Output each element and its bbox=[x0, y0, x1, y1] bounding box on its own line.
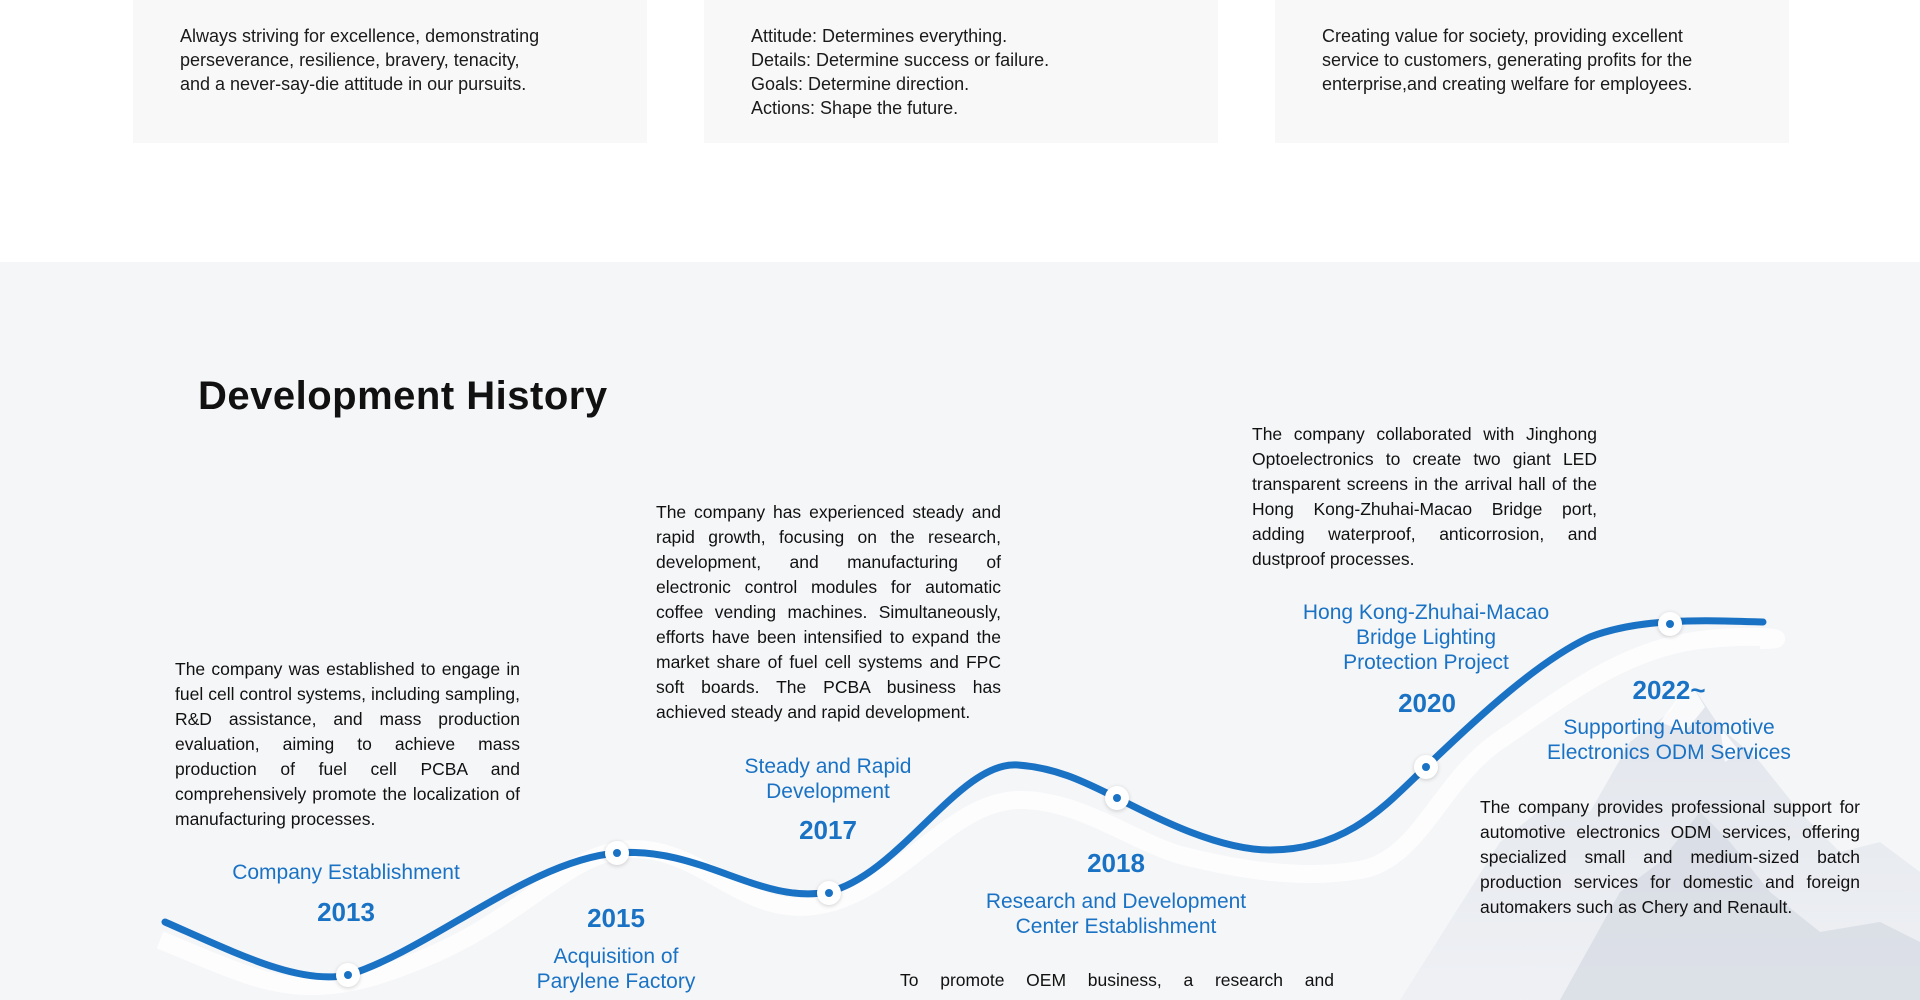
milestone-year-2022: 2022~ bbox=[1632, 675, 1706, 705]
milestone-description-2020: The company collaborated with Jinghong Optoelectronics to create two giant LED transparent screens in the arrival hall of the Hong Kong-Zhuhai-Macao Bridge port, adding waterproof, anticorrosion, and dustproof processes. bbox=[1252, 424, 1597, 569]
timeline-dot-2017[interactable] bbox=[817, 881, 841, 905]
milestone-title-2017: Steady and Rapid Development bbox=[744, 755, 912, 803]
milestone-title-2013: Company Establishment bbox=[232, 861, 460, 884]
value-card-philosophy bbox=[704, 0, 1218, 143]
timeline-dot-2022[interactable] bbox=[1658, 612, 1682, 636]
value-card-text: Always striving for excellence, demonstrating perseverance, resilience, bravery, tenacity, and a never-say-die attitude in our pursuits. bbox=[180, 26, 540, 94]
timeline-dot-2013[interactable] bbox=[336, 963, 360, 987]
milestone-title-2018: Research and Development Center Establishment bbox=[985, 890, 1247, 938]
milestone-title-2015: Acquisition of Parylene Factory bbox=[536, 945, 696, 993]
values-section bbox=[0, 0, 1920, 262]
value-card-mission bbox=[1275, 0, 1789, 143]
milestone-year-2020: 2020 bbox=[1398, 688, 1456, 718]
milestone-title-2022: Supporting Automotive Electronics ODM Services bbox=[1547, 716, 1791, 764]
value-card-spirit bbox=[133, 0, 647, 143]
milestone-title-2020: Hong Kong-Zhuhai-Macao Bridge Lighting Protection Project bbox=[1302, 601, 1550, 674]
timeline-dot-2020[interactable] bbox=[1414, 755, 1438, 779]
milestone-year-2017: 2017 bbox=[799, 815, 857, 845]
milestone-description-2013: The company was established to engage in fuel cell control systems, including sampling, R&D assistance, and mass production evaluation, aiming to achieve mass production of fuel cell PCBA and comprehensively promote the localization of manufacturing processes. bbox=[175, 659, 520, 829]
milestone-description-2022: The company provides professional support for automotive electronics ODM services, offering specialized small and medium-sized batch production services for domestic and foreign automakers such as Chery and Renault. bbox=[1480, 797, 1860, 917]
milestone-description-2017: The company has experienced steady and rapid growth, focusing on the research, development, and manufacturing of electronic control modules for automatic coffee vending machines. Simultaneously, efforts have been intensified to expand the market share of fuel cell systems and FPC soft boards. The PCBA business has achieved steady and rapid development. bbox=[656, 502, 1001, 722]
value-card-text: Creating value for society, providing excellent service to customers, generating profits for the enterprise,and creating welfare for employees. bbox=[1322, 26, 1693, 94]
timeline-dot-2015[interactable] bbox=[605, 841, 629, 865]
section-title: Development History bbox=[198, 374, 608, 418]
milestone-description-2018: To promote OEM business, a research and bbox=[900, 970, 1334, 990]
milestone-year-2015: 2015 bbox=[587, 903, 645, 933]
milestone-year-2013: 2013 bbox=[317, 897, 375, 927]
value-card-text: Attitude: Determines everything. Details: Determine success or failure. Goals: Determine direction. Actions: Shape the future. bbox=[751, 26, 1050, 118]
milestone-year-2018: 2018 bbox=[1087, 848, 1145, 878]
timeline-dot-2018[interactable] bbox=[1105, 786, 1129, 810]
